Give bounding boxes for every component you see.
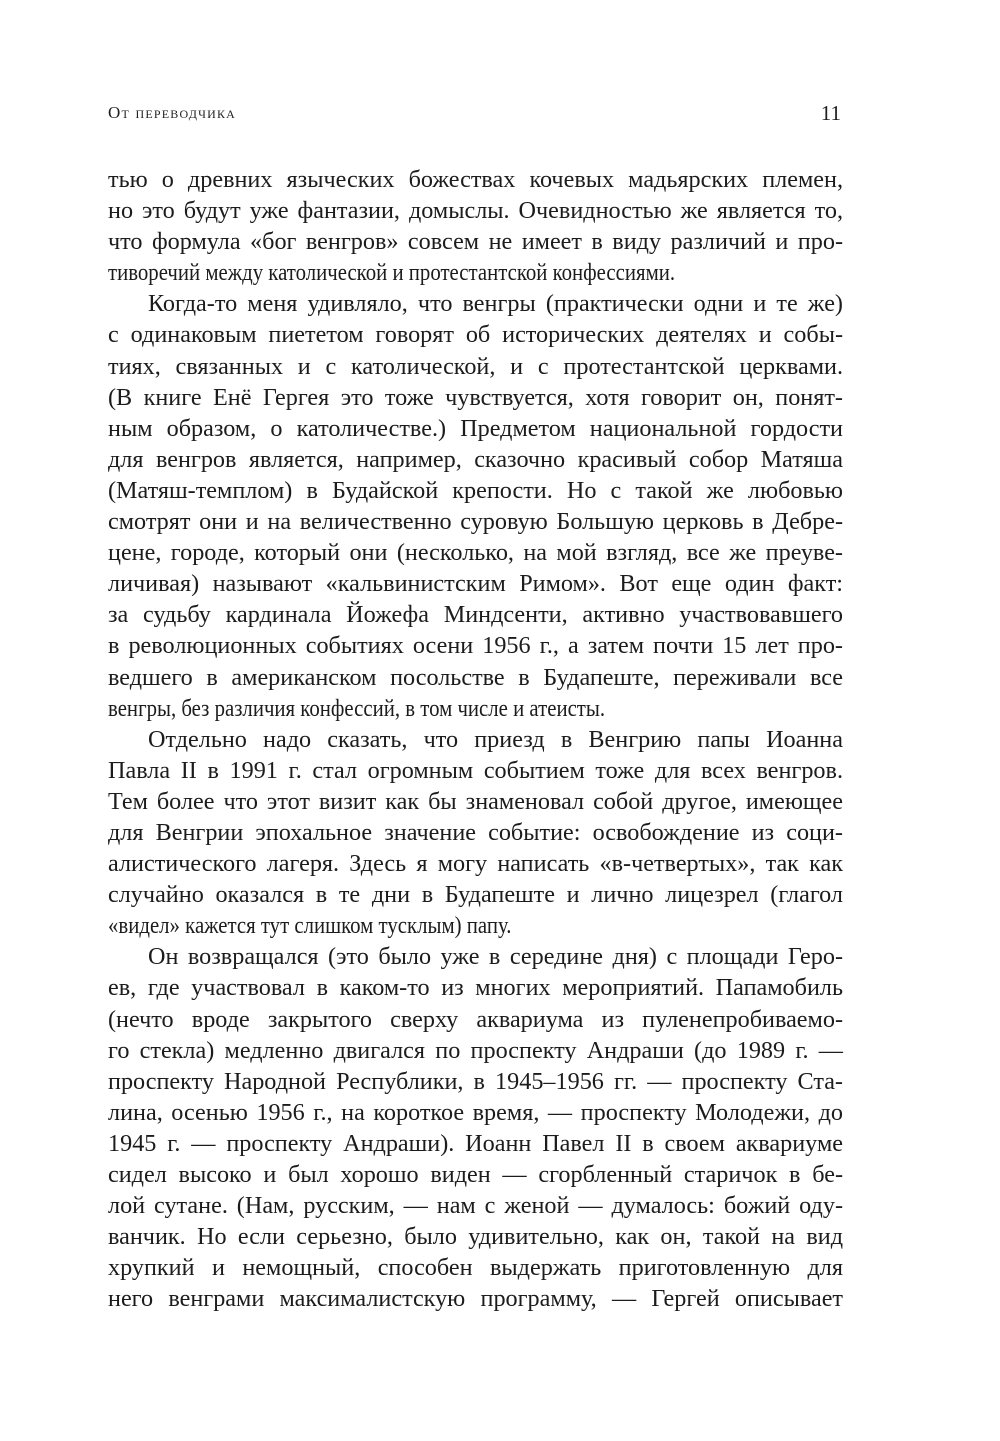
text-line-content: Тем более что этот визит как бы знаменовал собой другое, имеющее bbox=[108, 787, 843, 815]
text-line bbox=[108, 786, 843, 817]
text-line bbox=[108, 1035, 843, 1066]
text-line bbox=[108, 226, 843, 257]
text-line-content: но это будут уже фантазии, домыслы. Очевидностью же является то, bbox=[108, 197, 843, 225]
text-line bbox=[108, 382, 843, 413]
page-number: 11 bbox=[820, 101, 841, 125]
text-line bbox=[108, 662, 843, 693]
text-line bbox=[108, 351, 843, 382]
text-line-content: проспекту Народной Республики, в 1945–1956 гг. — проспекту Ста- bbox=[108, 1067, 843, 1095]
text-line-content: «видел» кажется тут слишком тусклым) папу. bbox=[108, 912, 512, 940]
text-line bbox=[108, 599, 843, 630]
text-line bbox=[108, 1097, 843, 1128]
text-line bbox=[108, 724, 843, 755]
paragraph bbox=[108, 164, 843, 288]
text-line bbox=[108, 1159, 843, 1190]
text-line bbox=[108, 941, 843, 972]
text-line-content: для Венгрии эпохальное значение событие: освобождение из соци- bbox=[108, 818, 843, 846]
text-line-content: ев, где участвовал в каком-то из многих мероприятий. Папамобиль bbox=[108, 974, 843, 1002]
paragraph bbox=[108, 724, 843, 942]
text-line-content: Павла II в 1991 г. стал огромным событием тоже для всех венгров. bbox=[108, 756, 843, 784]
text-line bbox=[108, 630, 843, 661]
text-line bbox=[108, 693, 843, 724]
text-line-content: ведшего в американском посольстве в Будапеште, переживали все bbox=[108, 663, 843, 691]
text-line bbox=[108, 755, 843, 786]
running-head bbox=[108, 101, 843, 131]
text-line-content: для венгров является, например, сказочно красивый собор Матяша bbox=[108, 445, 843, 473]
text-line-content: за судьбу кардинала Йожефа Миндсенти, активно участвовавшего bbox=[108, 601, 843, 629]
text-line-content: Отдельно надо сказать, что приезд в Венгрию папы Иоанна bbox=[148, 725, 843, 753]
text-line bbox=[108, 1066, 843, 1097]
text-line-content: венгры, без различия конфессий, в том числе и атеисты. bbox=[108, 694, 606, 722]
text-line-content: в революционных событиях осени 1956 г., а затем почти 15 лет про- bbox=[108, 632, 843, 660]
text-line bbox=[108, 1190, 843, 1221]
text-line-content: ванчик. Но если серьезно, было удивительно, как он, такой на вид bbox=[108, 1223, 843, 1251]
text-line bbox=[108, 972, 843, 1003]
text-line bbox=[108, 1221, 843, 1252]
text-line-content: него венграми максималистскую программу, — Гергей описывает bbox=[108, 1285, 843, 1313]
text-line-content: Когда-то меня удивляло, что венгры (практически одни и те же) bbox=[148, 290, 843, 318]
text-line bbox=[108, 817, 843, 848]
text-line-content: ным образом, о католичестве.) Предметом национальной гордости bbox=[108, 414, 843, 442]
text-line bbox=[108, 288, 843, 319]
text-line bbox=[108, 164, 843, 195]
text-line-content: хрупкий и немощный, способен выдержать приготовленную для bbox=[108, 1254, 843, 1282]
text-line bbox=[108, 319, 843, 350]
text-line-content: лина, осенью 1956 г., на короткое время, — проспекту Молодежи, до bbox=[108, 1098, 843, 1126]
text-line-content: 1945 г. — проспекту Андраши). Иоанн Павел II в своем аквариуме bbox=[108, 1129, 843, 1157]
text-line-content: с одинаковым пиететом говорят об исторических деятелях и собы- bbox=[108, 321, 843, 349]
text-line-content: случайно оказался в те дни в Будапеште и лично лицезрел (глагол bbox=[108, 881, 843, 909]
text-line bbox=[108, 1128, 843, 1159]
running-title: От переводчика bbox=[108, 103, 237, 122]
text-line-content: смотрят они и на величественно суровую Большую церковь в Дебре- bbox=[108, 508, 843, 536]
text-line-content: (В книге Енё Гергея это тоже чувствуется, хотя говорит он, понят- bbox=[108, 383, 843, 411]
text-line bbox=[108, 1283, 843, 1314]
text-line-content: (нечто вроде закрытого сверху аквариума из пуленепробиваемо- bbox=[108, 1005, 843, 1033]
text-line-content: алистического лагеря. Здесь я могу написать «в-четвертых», так как bbox=[108, 850, 843, 878]
body-text bbox=[108, 164, 843, 1314]
text-line bbox=[108, 910, 843, 941]
text-line bbox=[108, 1252, 843, 1283]
text-line bbox=[108, 506, 843, 537]
text-line-content: тиворечий между католической и протестантской конфессиями. bbox=[108, 259, 676, 287]
text-line bbox=[108, 879, 843, 910]
text-line-content: (Матяш-темплом) в Будайской крепости. Но с такой же любовью bbox=[108, 476, 843, 504]
text-line-content: что формула «бог венгров» совсем не имеет в виду различий и про- bbox=[108, 228, 843, 256]
text-line-content: тиях, связанных и с католической, и с протестантской церквами. bbox=[108, 352, 843, 380]
text-line bbox=[108, 848, 843, 879]
text-line-content: тью о древних языческих божествах кочевых мадьярских племен, bbox=[108, 166, 843, 193]
text-line-content: цене, городе, который они (несколько, на мой взгляд, все же преуве- bbox=[108, 539, 843, 567]
text-line-content: сидел высоко и был хорошо виден — сгорбленный старичок в бе- bbox=[108, 1161, 843, 1188]
text-line bbox=[108, 1004, 843, 1035]
text-line-content: го стекла) медленно двигался по проспекту Андраши (до 1989 г. — bbox=[108, 1036, 843, 1064]
paragraph bbox=[108, 288, 843, 723]
text-line bbox=[108, 413, 843, 444]
text-line-content: Он возвращался (это было уже в середине дня) с площади Геро- bbox=[148, 943, 843, 971]
text-line-content: лой сутане. (Нам, русским, — нам с женой — думалось: божий оду- bbox=[108, 1192, 843, 1220]
text-line bbox=[108, 444, 843, 475]
text-line bbox=[108, 195, 843, 226]
text-line bbox=[108, 568, 843, 599]
paragraph bbox=[108, 941, 843, 1314]
text-line-content: личивая) называют «кальвинистским Римом». Вот еще один факт: bbox=[108, 570, 843, 598]
text-line bbox=[108, 475, 843, 506]
text-line bbox=[108, 257, 843, 288]
text-line bbox=[108, 537, 843, 568]
